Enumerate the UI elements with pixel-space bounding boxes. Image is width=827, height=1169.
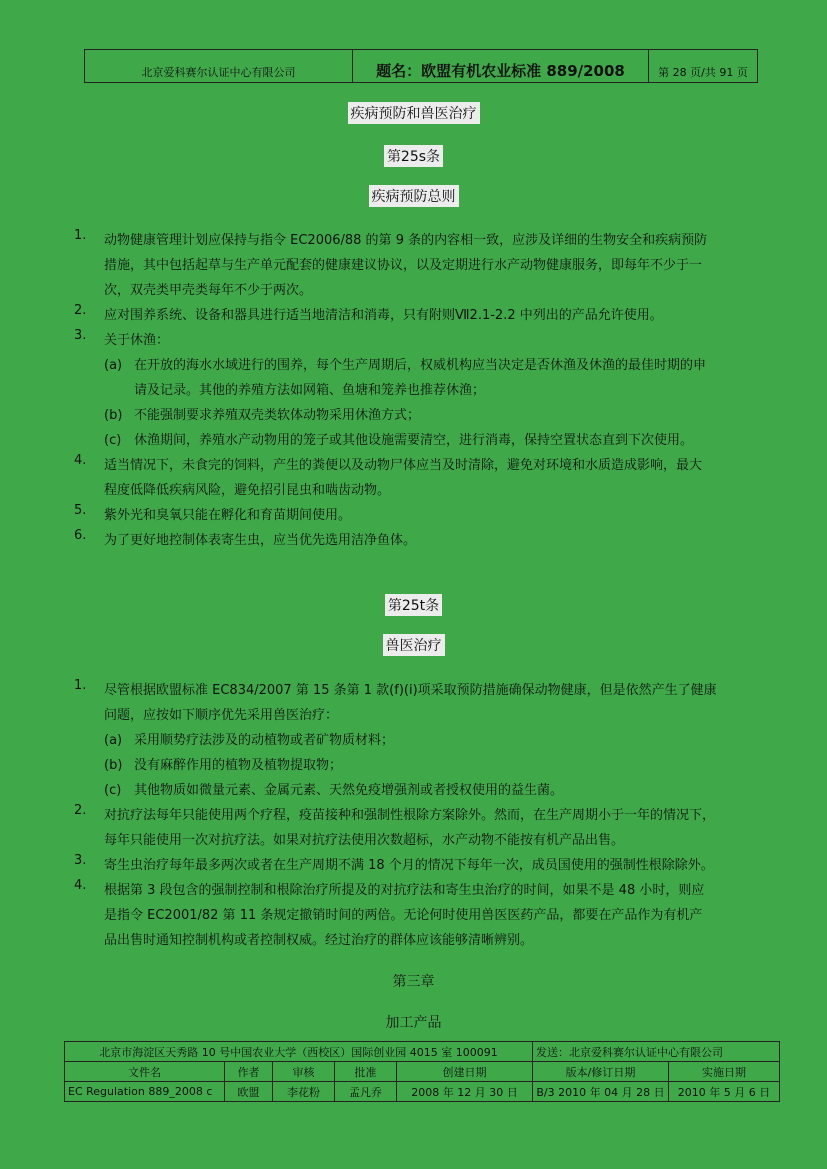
sub-line: 休渔期间，养殖水产动物用的笼子或其他设施需要清空，进行消毒，保持空置状态直到下次使用。 (134, 433, 694, 448)
footer-header-cell: 批准 (335, 1062, 397, 1082)
list-line: 关于休渔： (104, 333, 170, 348)
sub-letter: (b) (104, 408, 123, 423)
footer-value-cell: EC Regulation 889_2008 c (65, 1082, 225, 1102)
chapter-title: 加工产品 (385, 1015, 442, 1031)
article-25s (0, 145, 827, 167)
list-line: 寄生虫治疗每年最多两次或者在生产周期不满 18 个月的情况下每年一次，成员国使用的强制性根除除外。 (104, 858, 714, 873)
list-item (104, 878, 704, 953)
list-item (104, 303, 663, 328)
footer-header-cell: 创建日期 (397, 1062, 533, 1082)
footer-header-cell: 审核 (273, 1062, 335, 1082)
sub-letter: (c) (104, 783, 122, 798)
footer-value-cell: 2008 年 12 月 30 日 (397, 1082, 533, 1102)
list-number: 4. (74, 453, 87, 468)
list-line: 尽管根据欧盟标准 EC834/2007 第 15 条第 1 款(f)(i)项采取预防措施确保动物健康，但是依然产生了健康 (104, 683, 717, 698)
list-line: 是指令 EC2001/82 第 11 条规定撤销时间的两倍。无论何时使用兽医医药产品，都要在产品作为有机产 (104, 908, 703, 923)
chapter-number: 第三章 (392, 974, 435, 990)
list-number: 2. (74, 803, 87, 818)
subheading-disease-prevention (0, 185, 827, 207)
subheading-disease-prevention-text: 疾病预防总则 (369, 185, 459, 207)
section-heading-text: 疾病预防和兽医治疗 (348, 102, 480, 124)
footer-value-cell: 孟凡乔 (335, 1082, 397, 1102)
list-number: 1. (74, 678, 87, 693)
sub-line: 采用顺势疗法涉及的动植物或者矿物质材料； (134, 733, 395, 748)
list-line: 措施，其中包括起草与生产单元配套的健康建议协议，以及定期进行水产动物健康服务，即每年不少于一 (104, 258, 703, 273)
footer-header-cell: 作者 (225, 1062, 273, 1082)
sub-letter: (c) (104, 433, 122, 448)
sub-letter: (a) (104, 358, 123, 373)
sub-line: 在开放的海水水域进行的围养，每个生产周期后，权威机构应当决定是否休渔及休渔的最佳时期的申 (134, 358, 707, 373)
list-item (104, 528, 416, 553)
sub-letter: (b) (104, 758, 123, 773)
list-number: 4. (74, 878, 87, 893)
list-number: 2. (74, 303, 87, 318)
footer-value-row (65, 1082, 780, 1102)
list-line: 根据第 3 段包含的强制控制和根除治疗所提及的对抗疗法和寄生虫治疗的时间，如果不是 48 小时，则应 (104, 883, 705, 898)
footer-value-cell: B/3 2010 年 04 月 28 日 (533, 1082, 669, 1102)
article-25t-text: 第25t条 (385, 594, 442, 616)
list-line: 对抗疗法每年只能使用两个疗程，疫苗接种和强制性根除方案除外。然而，在生产周期小于一年的情况下， (104, 808, 716, 823)
article-25t (0, 594, 827, 616)
footer-send: 发送：北京爱科赛尔认证中心有限公司 (533, 1042, 780, 1062)
list-item (104, 853, 714, 878)
footer-header-row (65, 1062, 780, 1082)
list-line: 每年只能使用一次对抗疗法。如果对抗疗法使用次数超标，水产动物不能按有机产品出售。 (104, 833, 625, 848)
footer-header-cell: 文件名 (65, 1062, 225, 1082)
list-line: 紫外光和臭氧只能在孵化和育苗期间使用。 (104, 508, 352, 523)
list-number: 1. (74, 228, 87, 243)
footer-value-cell: 李花粉 (273, 1082, 335, 1102)
sub-item (134, 778, 563, 803)
footer-value-cell: 欧盟 (225, 1082, 273, 1102)
list-number: 5. (74, 503, 87, 518)
list-item (104, 453, 702, 503)
header-page-number: 第 28 页/共 91 页 (658, 66, 748, 79)
list-line: 品出售时通知控制机构或者控制权威。经过治疗的群体应该能够清晰辨别。 (104, 933, 534, 948)
footer-header-cell: 实施日期 (669, 1062, 780, 1082)
page-header (84, 49, 758, 83)
sub-line: 其他物质如微量元素、金属元素、天然免疫增强剂或者授权使用的益生菌。 (134, 783, 564, 798)
sub-item (134, 728, 394, 753)
sub-item (134, 403, 420, 428)
list-item (104, 228, 707, 303)
list-line: 动物健康管理计划应保持与指令 EC2006/88 的第 9 条的内容相一致，应涉及详细的生物安全和疾病预防 (104, 233, 708, 248)
header-title: 题名：欧盟有机农业标准 889/2008 (353, 50, 649, 82)
sub-item (134, 753, 342, 778)
subheading-veterinary (0, 634, 827, 656)
list-item (104, 328, 169, 353)
footer-address: 北京市海淀区天秀路 10 号中国农业大学（西校区）国际创业园 4015 室 100091 (65, 1042, 533, 1062)
list-line: 次，双壳类甲壳类每年不少于两次。 (104, 283, 313, 298)
footer-address-row (65, 1042, 780, 1062)
sub-item (134, 428, 693, 453)
sub-letter: (a) (104, 733, 123, 748)
list-item (104, 503, 351, 528)
sub-line: 没有麻醉作用的植物及植物提取物； (134, 758, 343, 773)
list-number: 3. (74, 328, 87, 343)
list-line: 为了更好地控制体表寄生虫，应当优先选用洁净鱼体。 (104, 533, 417, 548)
sub-line: 不能强制要求养殖双壳类软体动物采用休渔方式； (134, 408, 421, 423)
article-25s-text: 第25s条 (384, 145, 443, 167)
section-heading (0, 102, 827, 124)
list-line: 适当情况下，未食完的饲料，产生的粪便以及动物尸体应当及时清除，避免对环境和水质造成影响，最大 (104, 458, 703, 473)
list-line: 程度低降低疾病风险，避免招引昆虫和啮齿动物。 (104, 483, 391, 498)
sub-item (134, 353, 706, 403)
sub-line: 请及记录。其他的养殖方法如网箱、鱼塘和笼养也推荐休渔； (134, 383, 486, 398)
subheading-veterinary-text: 兽医治疗 (383, 634, 445, 656)
list-number: 3. (74, 853, 87, 868)
list-item (104, 803, 715, 853)
footer-header-cell: 版本/修订日期 (533, 1062, 669, 1082)
list-line: 问题，应按如下顺序优先采用兽医治疗： (104, 708, 339, 723)
list-line: 应对围养系统、设备和器具进行适当地清洁和消毒，只有附则Ⅶ2.1-2.2 中列出的产品允许使用。 (104, 308, 663, 323)
footer-value-cell: 2010 年 5 月 6 日 (669, 1082, 780, 1102)
footer-table (64, 1041, 780, 1102)
list-item (104, 678, 717, 728)
list-number: 6. (74, 528, 87, 543)
header-company: 北京爱科赛尔认证中心有限公司 (85, 50, 353, 82)
